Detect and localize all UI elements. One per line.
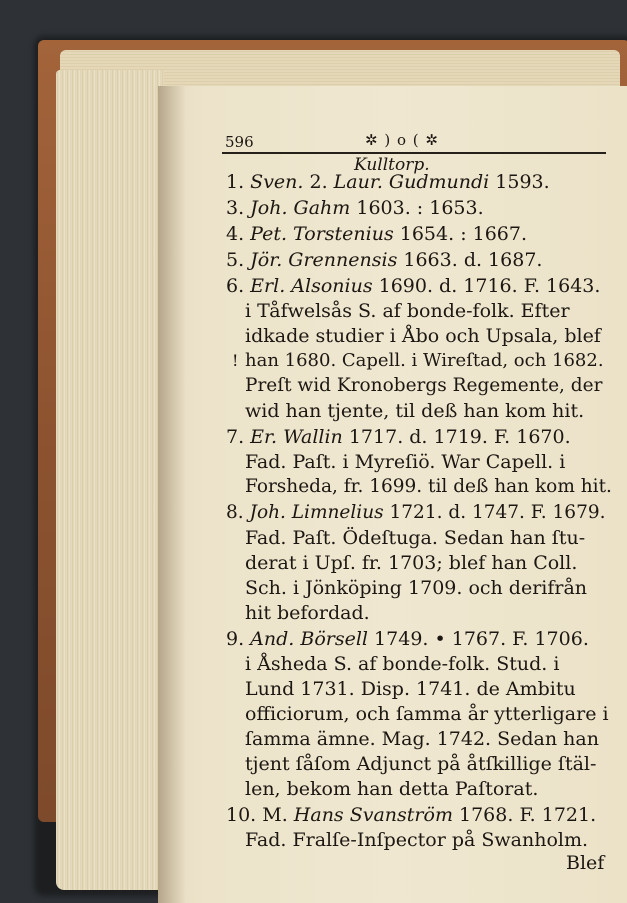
entry-line: 3. Joh. Gahm 1603. : 1653.: [226, 197, 484, 219]
header-ornament: ✲ ) o ( ✲: [365, 131, 439, 149]
entry-line: 4. Pet. Torstenius 1654. : 1667.: [226, 223, 528, 245]
entry-line: officiorum, och ſamma år ytterligare i: [245, 703, 609, 725]
page-number: 596: [225, 133, 254, 151]
entry-line: 10. M. Hans Svanström 1768. F. 1721.: [226, 804, 597, 826]
entry-line: i Åsheda S. af bonde-folk. Stud. i: [245, 653, 560, 675]
entry-line: hit befordad.: [245, 602, 370, 624]
section-title: Kulltorp.: [354, 155, 430, 175]
catchword: Blef: [566, 852, 605, 874]
entry-line: derat i Upſ. fr. 1703; blef han Coll.: [245, 552, 578, 574]
entry-line: han 1680. Capell. i Wireſtad, och 1682.: [245, 350, 604, 371]
entry-line: Fad. Fralſe-Inſpector på Swanholm.: [245, 829, 589, 851]
entry-line: 1. Sven. 2. Laur. Gudmundi 1593.: [226, 171, 550, 193]
entry-line: Preſt wid Kronobergs Regemente, der: [245, 375, 603, 396]
entry-line: tjent ſåſom Adjunct på åtſkillige ſtäl-: [245, 753, 597, 775]
entry-line: Fad. Paſt. Ödeſtuga. Sedan han ſtu-: [245, 527, 586, 549]
entry-line: 7. Er. Wallin 1717. d. 1719. F. 1670.: [226, 426, 571, 448]
entry-line: 6. Erl. Alsonius 1690. d. 1716. F. 1643.: [226, 275, 601, 297]
entry-line: len, bekom han detta Paſtorat.: [245, 778, 539, 800]
entry-line: wid han tjente, til deß han kom hit.: [245, 400, 585, 422]
entry-line: i Tåfwelsås S. af bonde-folk. Efter: [245, 300, 570, 322]
entry-line: 5. Jör. Grennensis 1663. d. 1687.: [226, 249, 543, 271]
entry-line: idkade studier i Åbo och Upsala, blef: [245, 325, 601, 347]
entry-line: Sch. i Jönköping 1709. och derifrån: [245, 577, 588, 599]
header-rule: [222, 152, 606, 154]
entry-line: 8. Joh. Limnelius 1721. d. 1747. F. 1679.: [226, 502, 606, 523]
entry-line: Forsheda, fr. 1699. til deß han kom hit.: [245, 476, 612, 497]
entry-line: Fad. Paſt. i Myreſiö. War Capell. i: [245, 451, 566, 473]
entry-line: Lund 1731. Disp. 1741. de Ambitu: [245, 678, 576, 700]
entry-line: ſamma ämne. Mag. 1742. Sedan han: [245, 728, 599, 750]
margin-mark: !: [232, 351, 239, 370]
entry-line: 9. And. Börsell 1749. • 1767. F. 1706.: [226, 628, 589, 650]
